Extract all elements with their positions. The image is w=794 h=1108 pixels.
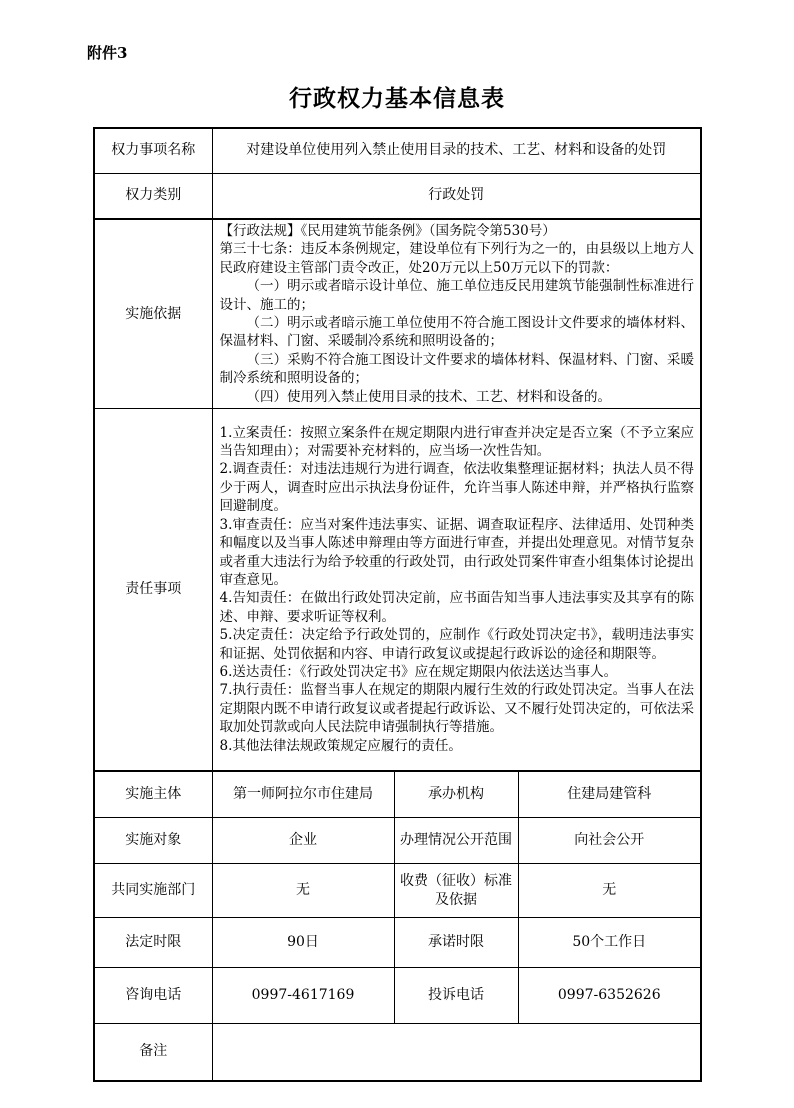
info-table-wrapper bbox=[93, 127, 702, 1082]
label-undertaking-agency: 承办机构 bbox=[394, 771, 518, 818]
responsibility-item: 7.执行责任：监督当事人在规定的期限内履行生效的行政处罚决定。当事人在法定期限内既不申请行政复议或者提起行政诉讼、又不履行处罚决定的，可依法采取加处罚款或向人民法院申请强制执行等措施。 bbox=[219, 682, 694, 736]
responsibility-item: 3.审查责任：应当对案件违法事实、证据、调查取证程序、法律适用、处罚种类和幅度以及当事人陈述申辩理由等方面进行审查，并提出处理意见。对情节复杂或者重大违法行为给予较重的行政处罚，由行政处罚案件审查小组集体讨论提出审查意见。 bbox=[219, 516, 694, 588]
label-promised-time-limit: 承诺时限 bbox=[394, 918, 518, 968]
table-row bbox=[94, 864, 701, 918]
info-table bbox=[93, 127, 702, 1082]
value-power-category: 行政处罚 bbox=[212, 173, 701, 219]
label-fee-standard: 收费（征收）标准及依据 bbox=[394, 864, 518, 918]
value-fee-standard: 无 bbox=[518, 864, 701, 918]
value-complaint-phone: 0997-6352626 bbox=[518, 968, 701, 1024]
label-statutory-time-limit: 法定时限 bbox=[94, 918, 212, 968]
responsibility-item: 5.决定责任：决定给予行政处罚的，应制作《行政处罚决定书》，载明违法事实和证据、处罚依据和内容、申请行政复议或提起行政诉讼的途径和期限等。 bbox=[219, 627, 694, 662]
table-row bbox=[94, 968, 701, 1024]
label-implementing-body: 实施主体 bbox=[94, 771, 212, 818]
value-joint-departments: 无 bbox=[212, 864, 394, 918]
basis-paragraph: （四）使用列入禁止使用目录的技术、工艺、材料和设备的。 bbox=[246, 388, 611, 405]
label-disclosure-scope: 办理情况公开范围 bbox=[394, 818, 518, 864]
table-row bbox=[94, 173, 701, 219]
label-implementation-basis: 实施依据 bbox=[94, 219, 212, 409]
table-row bbox=[94, 771, 701, 818]
label-joint-departments: 共同实施部门 bbox=[94, 864, 212, 918]
basis-paragraph: （一）明示或者暗示设计单位、施工单位违反民用建筑节能强制性标准进行设计、施工的； bbox=[219, 278, 694, 313]
label-remarks: 备注 bbox=[94, 1024, 212, 1081]
value-statutory-time-limit: 90日 bbox=[212, 918, 394, 968]
value-disclosure-scope: 向社会公开 bbox=[518, 818, 701, 864]
table-row bbox=[94, 128, 701, 173]
table-row bbox=[94, 219, 701, 409]
label-power-category: 权力类别 bbox=[94, 173, 212, 219]
value-promised-time-limit: 50个工作日 bbox=[518, 918, 701, 968]
basis-paragraph: 【行政法规】《民用建筑节能条例》（国务院令第530号） bbox=[219, 223, 556, 239]
table-row bbox=[94, 1024, 701, 1081]
value-implementing-body: 第一师阿拉尔市住建局 bbox=[212, 771, 394, 818]
label-consultation-phone: 咨询电话 bbox=[94, 968, 212, 1024]
basis-paragraph: 第三十七条：违反本条例规定，建设单位有下列行为之一的，由县级以上地方人民政府建设主管部门责令改正，处20万元以上50万元以下的罚款： bbox=[219, 241, 694, 276]
attachment-label: 附件3 bbox=[87, 44, 128, 62]
label-complaint-phone: 投诉电话 bbox=[394, 968, 518, 1024]
page-title: 行政权力基本信息表 bbox=[289, 85, 505, 112]
value-undertaking-agency: 住建局建管科 bbox=[518, 771, 701, 818]
value-implementation-target: 企业 bbox=[212, 818, 394, 864]
value-remarks bbox=[212, 1024, 701, 1081]
basis-paragraph: （三）采购不符合施工图设计文件要求的墙体材料、保温材料、门窗、采暖制冷系统和照明设备的； bbox=[219, 351, 694, 387]
responsibility-item: 2.调查责任：对违法违规行为进行调查，依法收集整理证据材料；执法人员不得少于两人，调查时应出示执法身份证件，允许当事人陈述申辩，并严格执行监察回避制度。 bbox=[219, 461, 694, 515]
responsibility-item: 4.告知责任：在做出行政处罚决定前，应书面告知当事人违法事实及其享有的陈述、申辩、要求听证等权利。 bbox=[219, 590, 694, 625]
value-implementation-basis bbox=[212, 219, 701, 409]
value-responsibility-items bbox=[212, 409, 701, 771]
responsibility-item: 6.送达责任：《行政处罚决定书》应在规定期限内依法送达当事人。 bbox=[219, 663, 618, 680]
table-row bbox=[94, 409, 701, 771]
responsibility-item: 8.其他法律法规政策规定应履行的责任。 bbox=[219, 737, 462, 754]
label-implementation-target: 实施对象 bbox=[94, 818, 212, 864]
value-consultation-phone: 0997-4617169 bbox=[212, 968, 394, 1024]
responsibility-item: 1.立案责任：按照立案条件在规定期限内进行审查并决定是否立案（不予立案应当告知理由）；对需要补充材料的，应当场一次性告知。 bbox=[219, 424, 694, 460]
table-row bbox=[94, 818, 701, 864]
table-row bbox=[94, 918, 701, 968]
label-responsibility-items: 责任事项 bbox=[94, 409, 212, 771]
basis-paragraph: （二）明示或者暗示施工单位使用不符合施工图设计文件要求的墙体材料、保温材料、门窗、采暖制冷系统和照明设备的； bbox=[219, 315, 694, 350]
label-power-item-name: 权力事项名称 bbox=[94, 128, 212, 173]
value-power-item-name: 对建设单位使用列入禁止使用目录的技术、工艺、材料和设备的处罚 bbox=[212, 128, 701, 173]
